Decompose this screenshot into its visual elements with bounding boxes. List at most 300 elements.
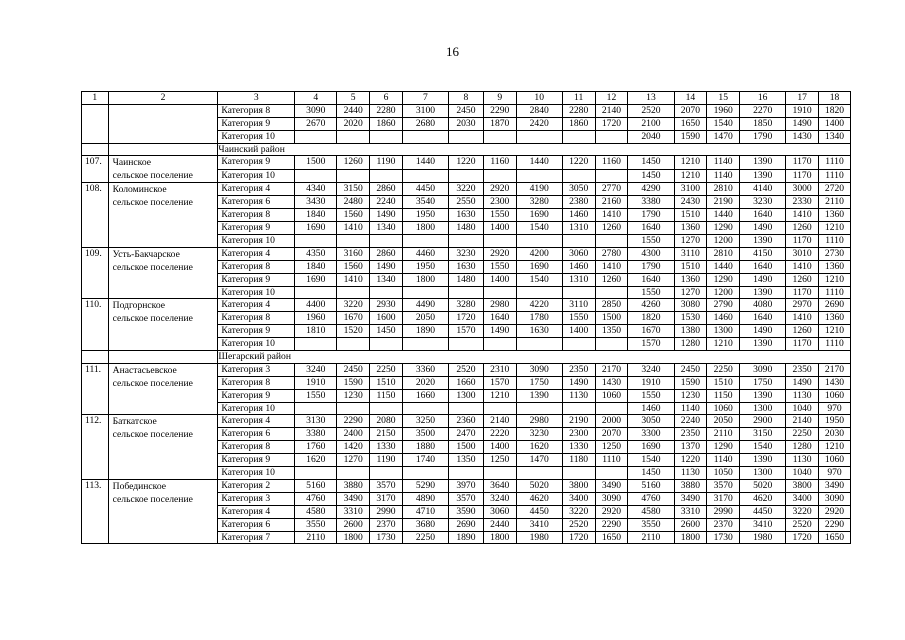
category-cell: Категория 10 [218, 235, 295, 248]
value-cell [449, 130, 484, 143]
value-cell: 1750 [740, 376, 786, 389]
value-cell: 2140 [786, 415, 819, 428]
value-cell: 1720 [595, 117, 628, 130]
value-cell: 1400 [483, 441, 516, 454]
value-cell: 4340 [295, 183, 337, 196]
value-cell [562, 235, 595, 248]
value-cell: 3240 [483, 492, 516, 505]
value-cell: 1290 [707, 441, 740, 454]
value-cell [337, 338, 370, 351]
value-cell: 1750 [516, 376, 562, 389]
value-cell: 2290 [337, 415, 370, 428]
value-cell: 1290 [707, 273, 740, 286]
value-cell: 2140 [595, 104, 628, 117]
value-cell: 3680 [402, 518, 448, 531]
value-cell: 1690 [295, 273, 337, 286]
header-cell: 12 [595, 92, 628, 105]
value-cell: 1170 [786, 156, 819, 170]
value-cell: 1130 [674, 467, 707, 480]
value-cell: 4450 [402, 183, 448, 196]
value-cell: 1890 [449, 531, 484, 544]
value-cell [516, 235, 562, 248]
value-cell [370, 467, 403, 480]
row-number [82, 104, 109, 143]
value-cell [449, 169, 484, 183]
value-cell [337, 130, 370, 143]
header-cell: 5 [337, 92, 370, 105]
value-cell: 4580 [628, 505, 674, 518]
category-cell: Категория 9 [218, 117, 295, 130]
value-cell: 1490 [786, 376, 819, 389]
category-cell: Категория 10 [218, 130, 295, 143]
value-cell: 2520 [562, 518, 595, 531]
value-cell: 2280 [370, 104, 403, 117]
value-cell: 1360 [819, 260, 851, 273]
value-cell: 1800 [337, 531, 370, 544]
value-cell: 2980 [516, 415, 562, 428]
value-cell: 1390 [740, 389, 786, 402]
value-cell: 2600 [337, 518, 370, 531]
value-cell [402, 338, 448, 351]
value-cell: 1670 [628, 325, 674, 338]
row-number: 110. [82, 299, 109, 351]
header-cell: 14 [674, 92, 707, 105]
value-cell [337, 402, 370, 415]
value-cell: 2250 [786, 428, 819, 441]
value-cell: 1560 [337, 260, 370, 273]
settlement-name-line: Подгорнское [112, 300, 166, 312]
value-cell [562, 338, 595, 351]
value-cell: 1260 [337, 156, 370, 170]
value-cell: 3090 [740, 363, 786, 376]
header-row [82, 92, 851, 105]
value-cell: 3110 [562, 299, 595, 312]
value-cell: 1210 [674, 156, 707, 170]
value-cell: 1570 [628, 338, 674, 351]
value-cell: 1110 [819, 235, 851, 248]
header-cell: 3 [218, 92, 295, 105]
settlement-name-line: Чаинское [112, 157, 152, 169]
value-cell: 4450 [740, 505, 786, 518]
value-cell: 2140 [483, 415, 516, 428]
value-cell: 1730 [707, 531, 740, 544]
value-cell: 1620 [295, 454, 337, 467]
value-cell: 3090 [295, 104, 337, 117]
category-cell: Категория 4 [218, 505, 295, 518]
value-cell [516, 402, 562, 415]
value-cell: 3300 [628, 428, 674, 441]
value-cell: 3880 [674, 479, 707, 492]
value-cell: 4080 [740, 299, 786, 312]
value-cell: 2190 [562, 415, 595, 428]
value-cell: 2400 [337, 428, 370, 441]
value-cell: 1790 [740, 130, 786, 143]
category-cell: Категория 9 [218, 156, 295, 170]
value-cell [562, 467, 595, 480]
value-cell: 2810 [707, 183, 740, 196]
value-cell: 1440 [707, 209, 740, 222]
value-cell: 4450 [516, 505, 562, 518]
value-cell: 1800 [402, 222, 448, 235]
value-cell [483, 467, 516, 480]
value-cell: 2170 [595, 363, 628, 376]
value-cell [483, 402, 516, 415]
value-cell: 1510 [674, 209, 707, 222]
district-spacer [82, 143, 109, 156]
value-cell: 1400 [483, 222, 516, 235]
value-cell: 1050 [707, 467, 740, 480]
value-cell: 1330 [370, 441, 403, 454]
value-cell: 2440 [483, 518, 516, 531]
value-cell: 1530 [674, 312, 707, 325]
settlement-name [108, 363, 218, 415]
value-cell [483, 286, 516, 299]
value-cell: 5290 [402, 479, 448, 492]
settlement-name-line: сельское поселение [112, 429, 193, 441]
value-cell: 2450 [449, 104, 484, 117]
value-cell: 1450 [628, 467, 674, 480]
header-cell: 16 [740, 92, 786, 105]
value-cell [483, 169, 516, 183]
value-cell: 1140 [707, 454, 740, 467]
value-cell: 3230 [740, 196, 786, 209]
value-cell: 1460 [707, 312, 740, 325]
value-cell: 1490 [786, 117, 819, 130]
value-cell: 2970 [786, 299, 819, 312]
value-cell: 1230 [337, 389, 370, 402]
value-cell [483, 235, 516, 248]
value-cell: 1570 [483, 376, 516, 389]
value-cell [402, 286, 448, 299]
value-cell: 1550 [483, 260, 516, 273]
page-number: 16 [446, 44, 459, 59]
value-cell: 1130 [786, 454, 819, 467]
value-cell: 1840 [295, 209, 337, 222]
value-cell: 4890 [402, 492, 448, 505]
value-cell: 1130 [786, 389, 819, 402]
value-cell: 1410 [786, 209, 819, 222]
value-cell: 4620 [740, 492, 786, 505]
value-cell: 2030 [819, 428, 851, 441]
value-cell: 1840 [295, 260, 337, 273]
value-cell: 2670 [295, 117, 337, 130]
value-cell: 5160 [628, 479, 674, 492]
value-cell: 3410 [740, 518, 786, 531]
value-cell: 1310 [562, 273, 595, 286]
value-cell: 1550 [628, 389, 674, 402]
value-cell: 4140 [740, 183, 786, 196]
value-cell: 2770 [595, 183, 628, 196]
value-cell: 4760 [295, 492, 337, 505]
value-cell: 1270 [337, 454, 370, 467]
value-cell: 2330 [786, 196, 819, 209]
value-cell: 1640 [628, 222, 674, 235]
value-cell: 3150 [740, 428, 786, 441]
value-cell: 1550 [628, 286, 674, 299]
row-number: 112. [82, 415, 109, 479]
value-cell: 3570 [370, 479, 403, 492]
value-cell: 2350 [562, 363, 595, 376]
header-cell: 10 [516, 92, 562, 105]
value-cell: 2020 [402, 376, 448, 389]
value-cell: 1140 [674, 402, 707, 415]
value-cell: 1170 [786, 169, 819, 183]
value-cell: 1350 [449, 454, 484, 467]
value-cell: 1780 [516, 312, 562, 325]
value-cell: 2280 [562, 104, 595, 117]
header-cell: 1 [82, 92, 109, 105]
value-cell: 3500 [402, 428, 448, 441]
value-cell: 3540 [402, 196, 448, 209]
value-cell: 1110 [819, 338, 851, 351]
value-cell: 2290 [483, 104, 516, 117]
value-cell: 1650 [674, 117, 707, 130]
value-cell: 1660 [449, 376, 484, 389]
table-body [82, 92, 851, 544]
value-cell: 1210 [819, 222, 851, 235]
value-cell: 2790 [707, 299, 740, 312]
value-cell: 1170 [786, 235, 819, 248]
row-number: 109. [82, 247, 109, 299]
settlement-name-line: Побединское [112, 480, 167, 492]
value-cell: 3800 [562, 479, 595, 492]
value-cell: 1270 [674, 235, 707, 248]
category-cell: Категория 9 [218, 273, 295, 286]
value-cell: 1540 [516, 273, 562, 286]
value-cell: 1860 [370, 117, 403, 130]
value-cell: 1810 [295, 325, 337, 338]
value-cell: 1950 [402, 209, 448, 222]
value-cell: 2040 [628, 130, 674, 143]
value-cell: 3970 [449, 479, 484, 492]
value-cell [595, 338, 628, 351]
value-cell: 3490 [595, 479, 628, 492]
value-cell: 3310 [674, 505, 707, 518]
value-cell: 1380 [674, 325, 707, 338]
value-cell: 1550 [562, 312, 595, 325]
value-cell: 1160 [595, 156, 628, 170]
value-cell: 2100 [628, 117, 674, 130]
value-cell: 2070 [674, 104, 707, 117]
value-cell: 3430 [295, 196, 337, 209]
value-cell [449, 235, 484, 248]
value-cell: 1570 [449, 325, 484, 338]
category-cell: Категория 7 [218, 531, 295, 544]
category-cell: Категория 9 [218, 325, 295, 338]
value-cell: 1260 [786, 222, 819, 235]
category-cell: Категория 4 [218, 247, 295, 260]
value-cell: 1260 [786, 273, 819, 286]
value-cell: 1220 [674, 454, 707, 467]
value-cell: 1620 [516, 441, 562, 454]
value-cell: 3160 [337, 247, 370, 260]
value-cell: 3220 [337, 299, 370, 312]
value-cell: 1360 [674, 273, 707, 286]
value-cell: 3050 [562, 183, 595, 196]
value-cell: 2020 [337, 117, 370, 130]
value-cell: 1330 [562, 441, 595, 454]
value-cell [595, 286, 628, 299]
value-cell: 1060 [595, 389, 628, 402]
value-cell: 1820 [628, 312, 674, 325]
value-cell: 1210 [707, 338, 740, 351]
value-cell: 1300 [740, 467, 786, 480]
value-cell: 4460 [402, 247, 448, 260]
value-cell: 4260 [628, 299, 674, 312]
value-cell: 1640 [483, 312, 516, 325]
value-cell: 4760 [628, 492, 674, 505]
category-cell: Категория 8 [218, 376, 295, 389]
value-cell: 3150 [337, 183, 370, 196]
district-spacer [108, 351, 218, 364]
value-cell: 1260 [786, 325, 819, 338]
settlement-name [108, 183, 218, 247]
value-cell: 2420 [516, 117, 562, 130]
value-cell [370, 169, 403, 183]
value-cell: 2050 [707, 415, 740, 428]
value-cell: 1490 [370, 209, 403, 222]
value-cell: 2920 [819, 505, 851, 518]
value-cell: 4490 [402, 299, 448, 312]
category-cell: Категория 8 [218, 104, 295, 117]
value-cell: 2850 [595, 299, 628, 312]
value-cell: 1590 [674, 376, 707, 389]
value-cell: 1550 [295, 389, 337, 402]
value-cell: 4300 [628, 247, 674, 260]
category-cell: Категория 10 [218, 402, 295, 415]
value-cell: 1400 [483, 273, 516, 286]
value-cell: 1480 [449, 273, 484, 286]
value-cell: 1440 [402, 156, 448, 170]
table-row [82, 104, 851, 117]
row-number: 113. [82, 479, 109, 543]
value-cell: 1410 [337, 273, 370, 286]
table-row [82, 156, 851, 170]
value-cell: 2030 [449, 117, 484, 130]
value-cell [595, 130, 628, 143]
value-cell: 3100 [674, 183, 707, 196]
value-cell: 1470 [516, 454, 562, 467]
value-cell: 3230 [516, 428, 562, 441]
value-cell: 1360 [819, 312, 851, 325]
district-spacer [82, 351, 109, 364]
value-cell: 1310 [562, 222, 595, 235]
category-cell: Категория 6 [218, 518, 295, 531]
district-spacer [108, 143, 218, 156]
value-cell: 1390 [740, 235, 786, 248]
value-cell: 1210 [674, 169, 707, 183]
value-cell [449, 338, 484, 351]
value-cell: 1790 [628, 209, 674, 222]
value-cell: 1490 [370, 260, 403, 273]
value-cell: 1910 [295, 376, 337, 389]
value-cell: 3090 [516, 363, 562, 376]
header-cell: 13 [628, 92, 674, 105]
value-cell [402, 467, 448, 480]
row-number: 108. [82, 183, 109, 247]
district-row [82, 143, 851, 156]
value-cell: 1270 [674, 286, 707, 299]
value-cell [295, 235, 337, 248]
value-cell: 3590 [449, 505, 484, 518]
value-cell: 4350 [295, 247, 337, 260]
value-cell: 1740 [402, 454, 448, 467]
value-cell: 2240 [370, 196, 403, 209]
settlement-name [108, 299, 218, 351]
value-cell: 3410 [516, 518, 562, 531]
value-cell: 1190 [370, 454, 403, 467]
value-cell: 1540 [516, 222, 562, 235]
value-cell: 3490 [337, 492, 370, 505]
value-cell: 2110 [295, 531, 337, 544]
value-cell [402, 130, 448, 143]
value-cell: 1390 [740, 454, 786, 467]
value-cell: 1390 [740, 169, 786, 183]
value-cell: 1550 [483, 209, 516, 222]
value-cell: 1220 [562, 156, 595, 170]
settlement-name-line: сельское поселение [112, 313, 193, 325]
settlement-name-line: сельское поселение [112, 493, 193, 505]
row-number: 107. [82, 156, 109, 183]
value-cell: 1250 [483, 454, 516, 467]
value-cell: 1660 [402, 389, 448, 402]
value-cell: 2300 [483, 196, 516, 209]
value-cell: 3490 [674, 492, 707, 505]
value-cell: 4150 [740, 247, 786, 260]
value-cell: 1500 [449, 441, 484, 454]
value-cell [337, 286, 370, 299]
value-cell [295, 169, 337, 183]
value-cell: 1470 [707, 130, 740, 143]
value-cell: 4220 [516, 299, 562, 312]
value-cell [370, 286, 403, 299]
value-cell: 2170 [819, 363, 851, 376]
value-cell [449, 467, 484, 480]
value-cell: 2190 [707, 196, 740, 209]
value-cell: 1430 [819, 376, 851, 389]
settlement-name-line: сельское поселение [112, 261, 193, 273]
value-cell: 2110 [819, 196, 851, 209]
value-cell: 3220 [449, 183, 484, 196]
value-cell: 1640 [740, 312, 786, 325]
settlement-name-line: сельское поселение [112, 197, 193, 209]
category-cell: Категория 10 [218, 467, 295, 480]
value-cell: 1950 [402, 260, 448, 273]
value-cell: 4290 [628, 183, 674, 196]
value-cell: 2920 [595, 505, 628, 518]
value-cell: 1390 [516, 389, 562, 402]
settlement-name [108, 104, 218, 143]
value-cell: 1880 [402, 441, 448, 454]
value-cell: 2270 [740, 104, 786, 117]
value-cell: 1220 [449, 156, 484, 170]
value-cell: 1280 [786, 441, 819, 454]
value-cell: 1400 [562, 325, 595, 338]
header-cell: 15 [707, 92, 740, 105]
value-cell: 1150 [370, 389, 403, 402]
value-cell [337, 467, 370, 480]
value-cell: 1600 [370, 312, 403, 325]
value-cell: 1040 [786, 467, 819, 480]
value-cell [370, 130, 403, 143]
district-label: Чаинский район [218, 143, 851, 156]
value-cell: 3400 [562, 492, 595, 505]
value-cell [562, 169, 595, 183]
value-cell: 2310 [483, 363, 516, 376]
value-cell: 1980 [740, 531, 786, 544]
value-cell: 5020 [740, 479, 786, 492]
value-cell: 2920 [483, 247, 516, 260]
